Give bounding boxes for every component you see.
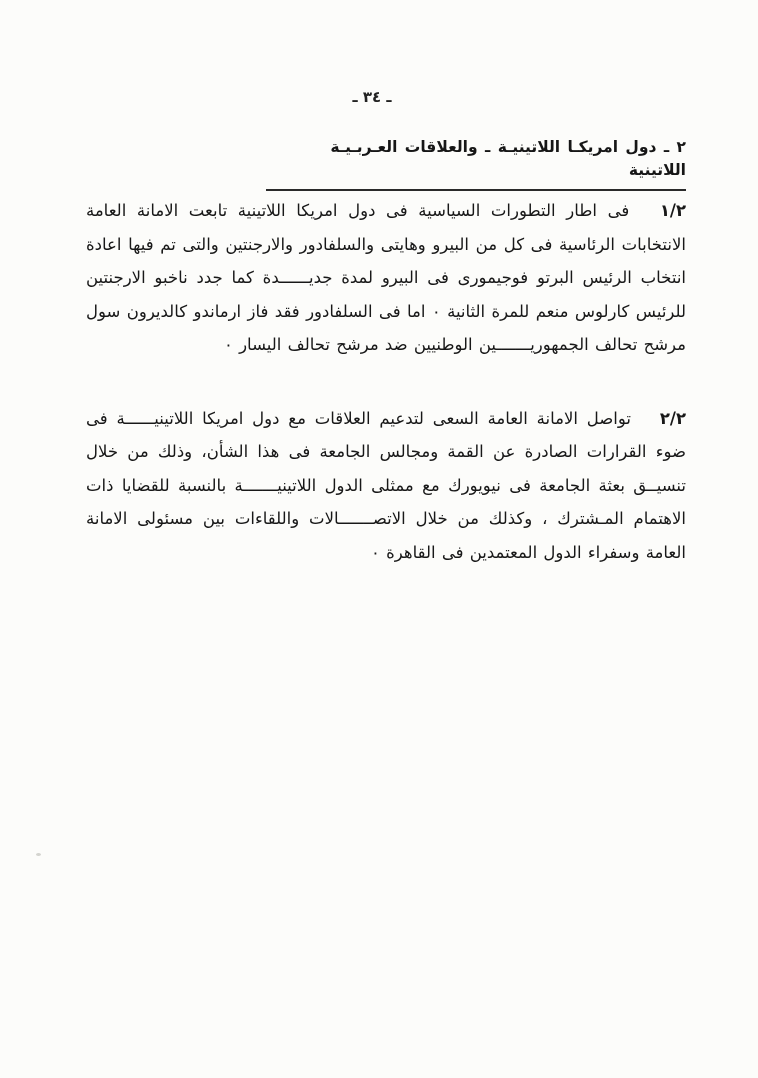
paragraph xyxy=(86,194,686,362)
paragraph xyxy=(86,402,686,570)
paragraph-text: تواصل الامانة العامة السعى لتدعيم العلاقات مع دول امريكا اللاتينيــــــة فى ضوء القرارات الصادرة عن القمة ومجالس الجامعة فى هذا الشأن، وذلك من خلال تنسيــق بعثة الجامعة فى نيويورك مع ممثلى الدول اللاتينيـــــــة بالنسبة للقضايا ذات الاهتمام المـشترك ، وكذلك من خلال الاتصـــــــالات واللقاءات بين مسئولى الامانة العامة وسفراء الدول المعتمدين فى القاهرة ٠ xyxy=(86,408,686,562)
paragraph-text: فى اطار التطورات السياسية فى دول امريكا اللاتينية تابعت الامانة العامة الانتخابات الرئاسية فى كل من البيرو وهايتى والسلفادور والارجنتين والتى تم فيها اعادة انتخاب الرئيس البرتو فوجيمورى فى البيرو لمدة جديــــــدة كما جدد ناخبو الارجنتين للرئيس كارلوس منعم للمرة الثانية ٠ اما فى السلفادور فقد فاز ارماندو كالديرون سول مرشح تحالف الجمهوريـــــــين الوطنيين ضد مرشح تحالف اليسار ٠ xyxy=(86,201,687,354)
paragraph-marker: ٢/٢ xyxy=(659,408,687,428)
paragraph-marker: ١/٢ xyxy=(659,201,687,220)
scan-artifact xyxy=(36,853,41,856)
section-heading: ٢ ـ دول امريكـا اللاتينيـة ـ والعلاقات العـربـيـة اللاتينية xyxy=(266,136,686,191)
page-number: ـ ٣٤ ـ xyxy=(352,88,392,106)
body-text-block xyxy=(86,194,686,609)
